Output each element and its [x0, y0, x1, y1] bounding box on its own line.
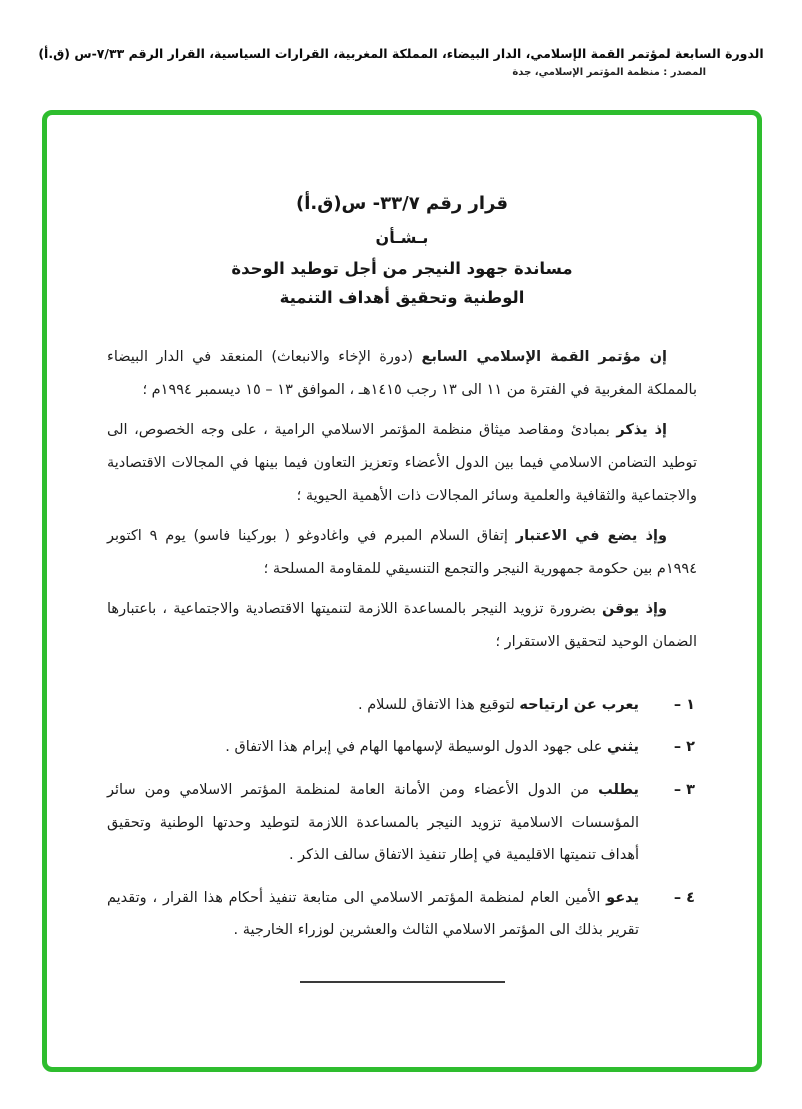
resolution-preamble — [107, 341, 697, 659]
item-lead: يثني — [607, 739, 639, 756]
resolution-subject-label: بـشـأن — [375, 228, 429, 247]
preamble-paragraph — [107, 341, 697, 406]
citation-title: الدورة السابعة لمؤتمر القمة الإسلامي، الدار البيضاء، المملكة المغربية، القرارات السياسية، القرار الرقم ٧/٣٣-س (ق.أ) — [38, 46, 764, 61]
item-number: ٢ – — [673, 739, 695, 756]
item-number: ١ – — [673, 696, 695, 713]
paragraph-text: (دورة الإخاء والانبعاث) المنعقد في الدار البيضاء بالمملكة المغربية في الفترة من ١١ الى ١٣ رجب ١٤١٥هـ ، الموافق ١٣ – ١٥ ديسمبر ١٩٩٤م ؛ — [107, 349, 697, 398]
resolution-number: قرار رقم ٣٣/٧- س(ق.أ) — [296, 193, 508, 214]
item-text: لتوقيع هذا الاتفاق للسلام . — [357, 696, 520, 713]
item-number: ٤ – — [673, 889, 695, 906]
operative-item — [107, 731, 697, 764]
citation-header — [0, 0, 802, 78]
item-lead: يطلب — [598, 781, 639, 798]
resolution-subject-line1: مساندة جهود النيجر من أجل توطيد الوحدة — [231, 259, 573, 278]
preamble-paragraph — [107, 593, 697, 658]
paragraph-lead: إن مؤتمر القمة الإسلامي السابع — [421, 349, 667, 365]
operative-item — [107, 774, 697, 872]
resolution-subject-line2: الوطنية وتحقيق أهداف التنمية — [279, 288, 525, 307]
paragraph-text: إتفاق السلام المبرم في واغادوغو ( بوركينا فاسو) يوم ٩ اكتوبر ١٩٩٤م بين حكومة جمهورية النيجر والتجمع التنسيقي للمقاومة المسلحة ؛ — [107, 528, 697, 577]
preamble-paragraph — [107, 520, 697, 585]
paragraph-lead: إذ يذكر — [616, 422, 668, 439]
scanned-document-page — [42, 110, 762, 1072]
resolution-operative-items — [107, 689, 697, 947]
item-text: على جهود الدول الوسيطة لإسهامها الهام في إبرام هذا الاتفاق . — [225, 739, 608, 756]
item-number: ٣ – — [673, 781, 695, 798]
item-text: الأمين العام لمنظمة المؤتمر الاسلامي الى متابعة تنفيذ أحكام هذا القرار ، وتقديم تقرير بذلك الى المؤتمر الاسلامي الثالث والعشرين لوزراء الخارجية . — [107, 889, 639, 939]
item-text: من الدول الأعضاء ومن الأمانة العامة لمنظمة المؤتمر الاسلامي ومن سائر المؤسسات الاسلامية تزويد النيجر بالمساعدة اللازمة لتوطيد وحدتها الوطنية وتحقيق أهداف تنميتها الاقليمية في إطار تنفيذ الاتفاق سالف الذكر . — [107, 781, 639, 864]
citation-source: المصدر : منظمة المؤتمر الإسلامي، جدة — [512, 67, 706, 78]
preamble-paragraph — [107, 414, 697, 512]
end-of-document-rule — [300, 981, 505, 983]
operative-item — [107, 882, 697, 947]
paragraph-lead: وإذ يوقن — [601, 601, 667, 618]
paragraph-text: بضرورة تزويد النيجر بالمساعدة اللازمة لتنميتها الاقتصادية والاجتماعية ، باعتبارها الضمان الوحيد لتحقيق الاستقرار ؛ — [107, 601, 697, 650]
resolution-title-block — [107, 193, 697, 307]
paragraph-lead: وإذ يضع في الاعتبار — [515, 528, 667, 545]
item-lead: يدعو — [606, 889, 639, 906]
operative-item — [107, 689, 697, 722]
paragraph-text: بمبادئ ومقاصد ميثاق منظمة المؤتمر الاسلامي الرامية ، على وجه الخصوص، الى توطيد التضامن الاسلامي فيما بين الدول الأعضاء وتعزيز التعاون فيما بينها في المجالات الاقتصادية والاجتماعية والثقافية والعلمية وسائر المجالات ذات الأهمية الحيوية ؛ — [107, 422, 697, 504]
item-lead: يعرب عن ارتياحه — [519, 696, 639, 713]
